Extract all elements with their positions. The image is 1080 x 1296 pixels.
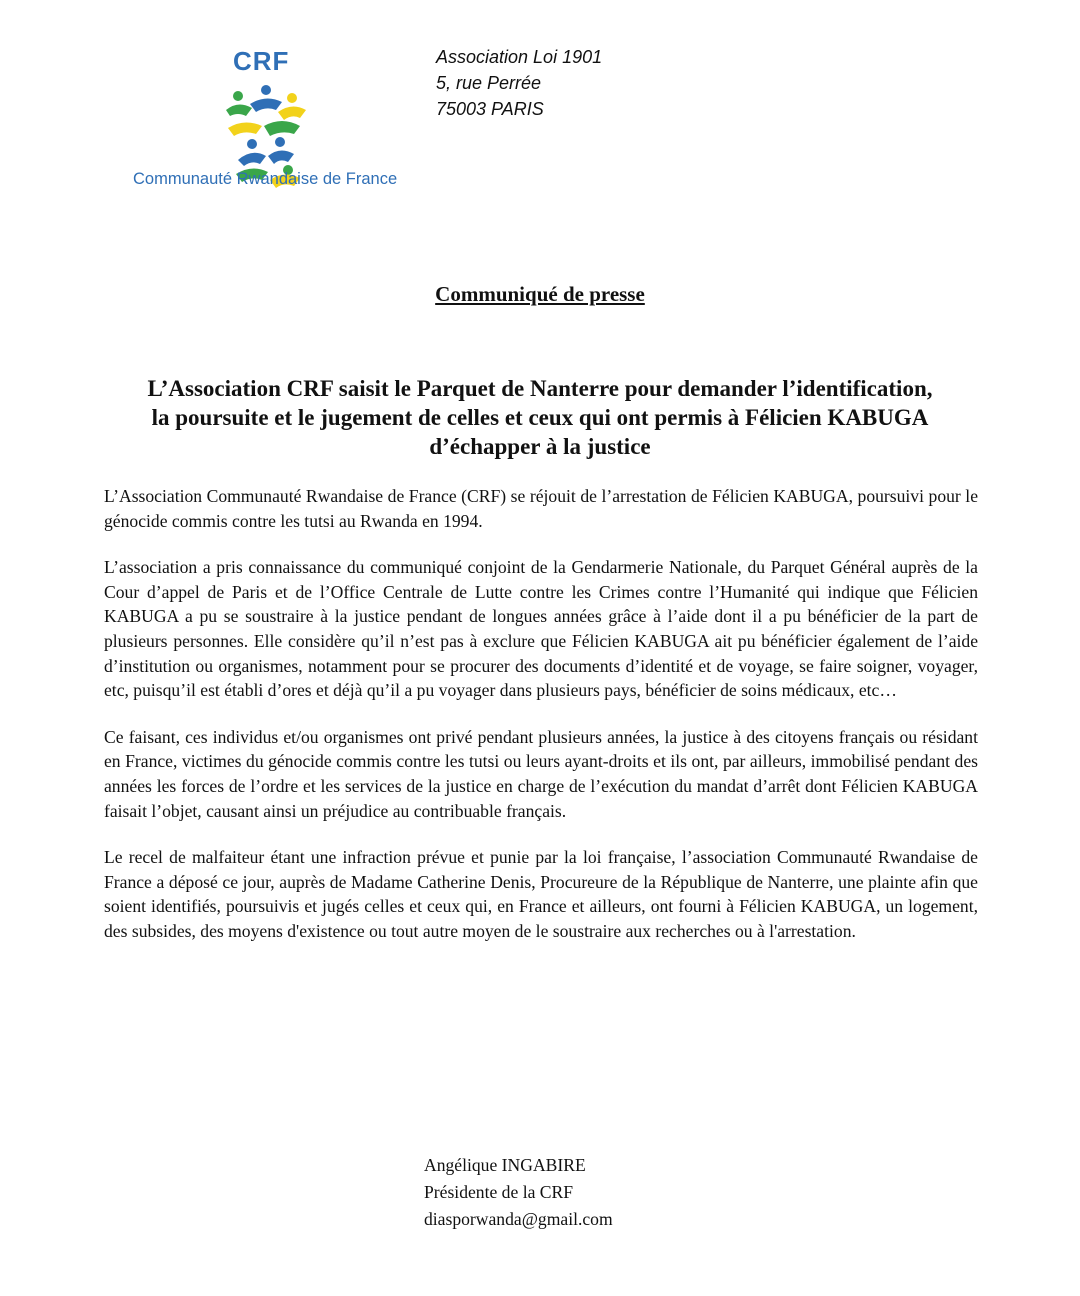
- body-paragraph: Ce faisant, ces individus et/ou organismes ont privé pendant plusieurs années, la justice à des citoyens français ou résidant en France, victimes du génocide commis contre les tutsi ou leurs ayant-droits et ils ont, par ailleurs, immobilisé pendant des années les forces de l’ordre et les services de la justice en charge de l’exécution du mandat d’arrêt dont Félicien KABUGA faisait l’objet, causant ainsi un préjudice au contribuable français.: [104, 726, 978, 821]
- press-release-headline: [60, 374, 1020, 461]
- crf-logo: [125, 42, 415, 192]
- body-text: [104, 484, 978, 966]
- body-paragraph: Le recel de malfaiteur étant une infraction prévue et punie par la loi française, l’association Communauté Rwandaise de France a déposé ce jour, auprès de Madame Catherine Denis, Procureure de la République de Nanterre, une plainte afin que soient identifiés, poursuivis et jugés celles et ceux qui, en France et ailleurs, ont fourni à Félicien KABUGA, un logement, des subsides, des moyens d'existence ou tout autre moyen de le soustraire aux recherches ou à l'arrestation.: [104, 847, 978, 941]
- contact-email: diasporwanda@gmail.com: [424, 1209, 613, 1229]
- address-line: 75003 PARIS: [436, 99, 544, 119]
- signatory-name: Angélique INGABIRE: [424, 1155, 586, 1175]
- address-line: Association Loi 1901: [436, 47, 603, 67]
- document-type-heading: Communiqué de presse: [435, 282, 645, 306]
- logo-full-name: Communauté Rwandaise de France: [133, 170, 398, 188]
- sender-address: [436, 44, 602, 122]
- address-line: 5, rue Perrée: [436, 73, 542, 93]
- headline-line: L’Association CRF saisit le Parquet de Nanterre pour demander l’identification,: [147, 376, 933, 401]
- body-paragraph: L’Association Communauté Rwandaise de France (CRF) se réjouit de l’arrestation de Félicien KABUGA, poursuivi pour le génocide commis contre les tutsi au Rwanda en 1994.: [104, 486, 978, 531]
- body-paragraph: L’association a pris connaissance du communiqué conjoint de la Gendarmerie Nationale, du Parquet Général auprès de la Cour d’appel de Paris et de l’Office Centrale de Lutte contre les Crimes contre l’Humanité qui indique que Félicien KABUGA a pu se soustraire à la justice pendant de longues années grâce à l’aide dont il a pu bénéficier de la part de plusieurs personnes. Elle considère qu’il n’est pas à exclure que Félicien KABUGA ait pu bénéficier également de l’aide d’institution ou organismes, notamment pour se procurer des documents d’identité et de voyage, se faire soigner, voyager, etc, puisqu’il est établi d’ores et déjà qu’il a pu voyager dans plusieurs pays, bénéficier de soins médicaux, etc…: [104, 557, 978, 701]
- signatory-title: Présidente de la CRF: [424, 1182, 574, 1202]
- logo-acronym: CRF: [233, 46, 290, 76]
- signature-block: [424, 1152, 613, 1233]
- headline-line: d’échapper à la justice: [429, 434, 651, 459]
- headline-line: la poursuite et le jugement de celles et ceux qui ont permis à Félicien KABUGA: [151, 405, 929, 430]
